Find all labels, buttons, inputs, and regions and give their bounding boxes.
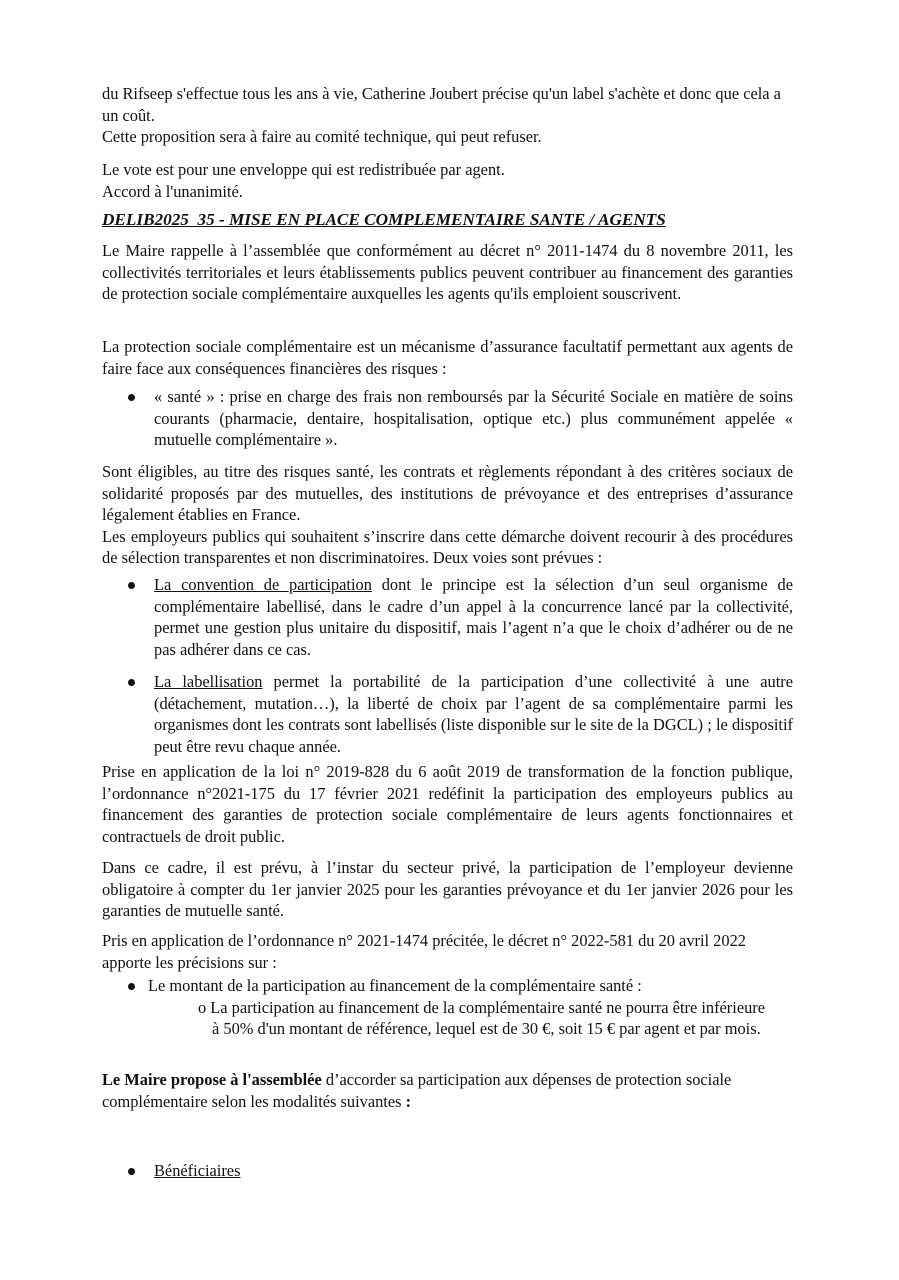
intro-section	[102, 83, 793, 148]
list-item-sante	[102, 386, 793, 451]
bullet-icon	[128, 983, 135, 990]
sub-item-participation: o La participation au financement de la complémentaire santé ne pourra être inférieure à 50% d'un montant de référence, lequel est de 30 €, soit 15 € par agent et par mois.	[198, 997, 766, 1038]
paragraph-text: Les employeurs publics qui souhaitent s’inscrire dans cette démarche doivent recourir à des procédures de sélection transparentes et non discriminatoires. Deux voies sont prévues :	[102, 526, 793, 567]
paragraph-decret-2022	[102, 930, 793, 973]
deliberation-heading-wrap	[102, 209, 793, 231]
proposal-text: d’accorder sa participation aux dépenses de protection sociale complémentaire selon les modalités suivantes	[102, 1070, 732, 1111]
vote-result: Accord à l'unanimité.	[102, 181, 243, 201]
list-item-beneficiaires	[102, 1160, 793, 1182]
bullet-icon	[128, 679, 135, 686]
paragraph-text: La protection sociale complémentaire est un mécanisme d’assurance facultatif permettant aux agents de faire face aux conséquences financières des risques :	[102, 337, 793, 378]
vote-line: Le vote est pour une enveloppe qui est redistribuée par agent.	[102, 160, 505, 179]
deliberation-heading: DELIB2025 35 - MISE EN PLACE COMPLEMENTAIRE SANTE / AGENTS	[102, 210, 666, 229]
proposal-colon: :	[405, 1091, 412, 1111]
list-item-text: permet la portabilité de la participation d’une collectivité à une autre (détachement, mutation…), la liberté de choix par l’agent de sa complémentaire parmi les organismes dont les contrats sont labellisés (liste disponible sur le site de la DGCL) ; le dispositif peut être revu chaque année.	[154, 672, 793, 756]
list-item-text: Le montant de la participation au financement de la complémentaire santé :	[148, 976, 642, 995]
paragraph-eligibles	[102, 461, 793, 569]
intro-line-comite: Cette proposition sera à faire au comité technique, qui peut refuser.	[102, 127, 542, 146]
vote-section	[102, 159, 793, 202]
paragraph-loi-2019	[102, 761, 793, 847]
bullet-icon	[128, 394, 135, 401]
paragraph-text	[102, 1069, 762, 1112]
paragraph-proposition	[102, 1069, 793, 1112]
list-item-text: dont le principe est la sélection d’un seul organisme de complémentaire labellisé, dans le cadre d’un appel à la concurrence lancé par la collectivité, permet une gestion plus unitaire du dispositif, mais l’agent n’a que le choix d’adhérer ou de ne pas adhérer dans ce cas.	[154, 575, 794, 659]
list-voies	[102, 574, 793, 757]
list-item-convention	[102, 574, 793, 660]
list-item-text: « santé » : prise en charge des frais non remboursés par la Sécurité Sociale en matière de soins courants (pharmacie, dentaire, hospitalisation, optique etc.) plus communément appelée « mutuelle complémentaire ».	[154, 387, 793, 449]
paragraph-cadre	[102, 857, 793, 922]
list-item-title: La labellisation	[154, 672, 263, 691]
intro-line-rifseep: du Rifseep s'effectue tous les ans à vie, Catherine Joubert précise qu'un label s'achète et donc que cela a un coût.	[102, 84, 781, 125]
paragraph-text: Prise en application de la loi n° 2019-828 du 6 août 2019 de transformation de la fonction publique, l’ordonnance n°2021-175 du 17 février 2021 redéfinit la participation des employeurs publics au financement des garanties de protection sociale complémentaire de leurs agents fonctionnaires et contractuels de droit public.	[102, 762, 793, 846]
list-modalites	[102, 1160, 793, 1182]
paragraph-decret-2011	[102, 240, 793, 305]
list-item-title: Bénéficiaires	[154, 1161, 241, 1180]
list-item-title: La convention de participation	[154, 575, 372, 594]
list-precisions	[102, 975, 793, 1040]
bullet-icon	[128, 1168, 135, 1175]
paragraph-protection-sociale	[102, 336, 793, 379]
paragraph-text: Sont éligibles, au titre des risques santé, les contrats et règlements répondant à des critères sociaux de solidarité proposés par des mutuelles, des institutions de prévoyance et des entreprises d’assurance légalement établies en France.	[102, 462, 793, 524]
paragraph-text: Pris en application de l’ordonnance n° 2021-1474 précitée, le décret n° 2022-581 du 20 avril 2022 apporte les précisions sur :	[102, 931, 746, 972]
paragraph-text: Le Maire rappelle à l’assemblée que conformément au décret n° 2011-1474 du 8 novembre 2011, les collectivités territoriales et leurs établissements publics peuvent contribuer au financement des garanties de protection sociale complémentaire auxquelles les agents qu'ils emploient souscrivent.	[102, 241, 793, 303]
list-item-montant	[102, 975, 793, 997]
list-item-labellisation	[102, 671, 793, 757]
list-risques	[102, 386, 793, 451]
proposal-bold-lead: Le Maire propose à l'assemblée	[102, 1070, 322, 1089]
paragraph-text: Dans ce cadre, il est prévu, à l’instar du secteur privé, la participation de l’employeur devienne obligatoire à compter du 1er janvier 2025 pour les garanties prévoyance et du 1er janvier 2026 pour les garanties de mutuelle santé.	[102, 858, 793, 920]
bullet-icon	[128, 582, 135, 589]
